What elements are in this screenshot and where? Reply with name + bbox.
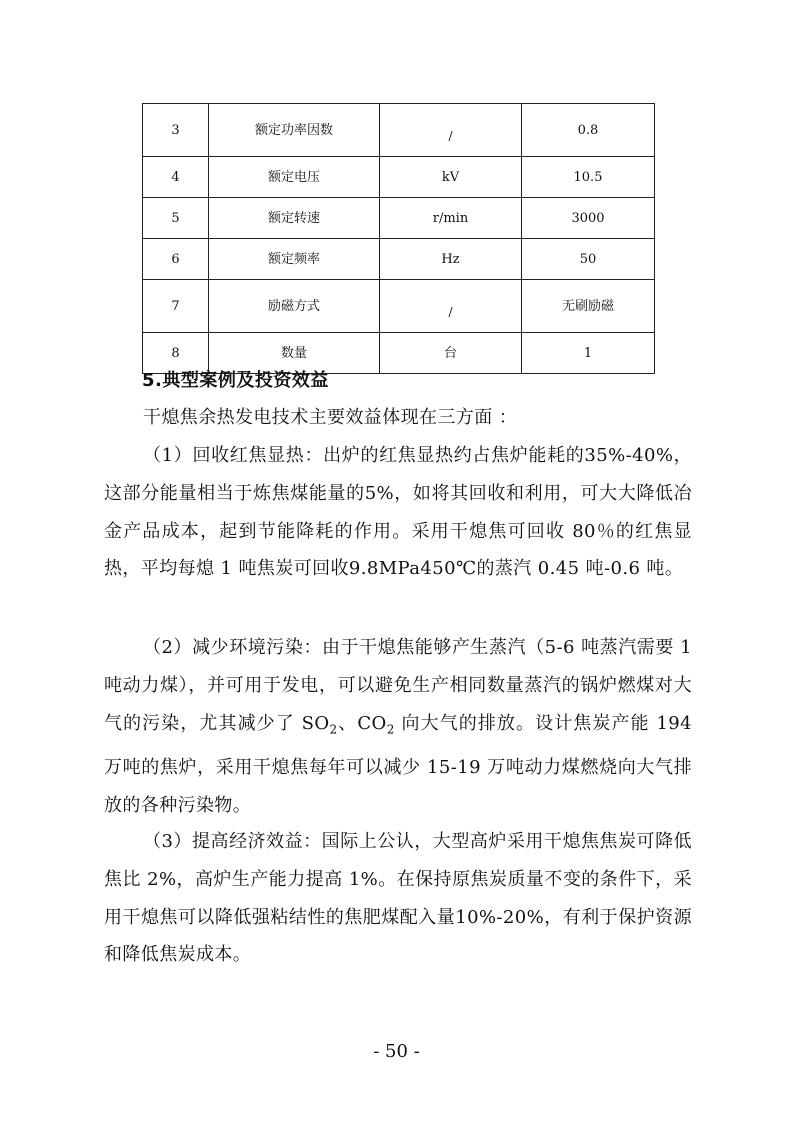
- spec-table: [142, 103, 655, 374]
- benefit-paragraph-3: （3）提高经济效益：国际上公认，大型高炉采用干熄焦焦炭可降低焦比 2%，高炉生产能力提高 1%。在保持原焦炭质量不变的条件下，采用干熄焦可以降低强粘结性的焦肥煤配入量10%-20%，有利于保护资源和降低焦炭成本。: [104, 831, 692, 966]
- benefit-paragraph-2: [104, 629, 692, 825]
- param-unit: 台: [380, 333, 522, 374]
- param-unit: Hz: [380, 239, 522, 280]
- param-unit: /: [380, 104, 522, 157]
- table-row: [143, 239, 655, 280]
- row-number: 4: [143, 157, 209, 198]
- param-name: 励磁方式: [209, 280, 380, 333]
- param-name: 额定电压: [209, 157, 380, 198]
- param-value: 0.8: [522, 104, 655, 157]
- param-name: 数量: [209, 333, 380, 374]
- subscript-2: 2: [386, 722, 395, 737]
- subscript-2: 2: [329, 722, 338, 737]
- paragraph-text: 向大气的排放。设计焦炭产能 194 万吨的焦炉，采用干熄焦每年可以减少 15-19 万吨动力煤燃烧向大气排放的各种污染物。: [104, 712, 693, 816]
- param-name: 额定功率因数: [209, 104, 380, 157]
- param-unit: /: [380, 280, 522, 333]
- table-row: [143, 198, 655, 239]
- param-name: 额定频率: [209, 239, 380, 280]
- paragraph-text: （2）减少环境污染：由于干熄焦能够产生蒸汽（5-6 吨蒸汽需要 1 吨动力煤），并可用于发电，可以避免生产相同数量蒸汽的锅炉燃煤对大气的污染，尤其减少了 SO: [104, 637, 692, 734]
- row-number: 6: [143, 239, 209, 280]
- param-name: 额定转速: [209, 198, 380, 239]
- table-row: [143, 280, 655, 333]
- param-unit: r/min: [380, 198, 522, 239]
- row-number: 3: [143, 104, 209, 157]
- benefit-paragraph-1: （1）回收红焦显热：出炉的红焦显热约占焦炉能耗的35%-40%，这部分能量相当于炼焦煤能量的5%，如将其回收和利用，可大大降低冶金产品成本，起到节能降耗的作用。采用干熄焦可回收 80％的红焦显热，平均每熄 1 吨焦炭可回收9.8MPa450℃的蒸汽 0.45 吨-0.6 吨。: [104, 445, 692, 580]
- table-row: [143, 157, 655, 198]
- row-number: 8: [143, 333, 209, 374]
- row-number: 5: [143, 198, 209, 239]
- param-unit: kV: [380, 157, 522, 198]
- page-number: - 50 -: [373, 1041, 420, 1062]
- param-value: 无刷励磁: [522, 280, 655, 333]
- param-value: 50: [522, 239, 655, 280]
- section-heading: 5.典型案例及投资效益: [142, 370, 329, 391]
- paragraph-text: 、CO: [337, 712, 387, 734]
- param-value: 10.5: [522, 157, 655, 198]
- row-number: 7: [143, 280, 209, 333]
- intro-paragraph: 干熄焦余热发电技术主要效益体现在三方面 ：: [143, 407, 518, 428]
- table-row: [143, 104, 655, 157]
- param-value: 3000: [522, 198, 655, 239]
- param-value: 1: [522, 333, 655, 374]
